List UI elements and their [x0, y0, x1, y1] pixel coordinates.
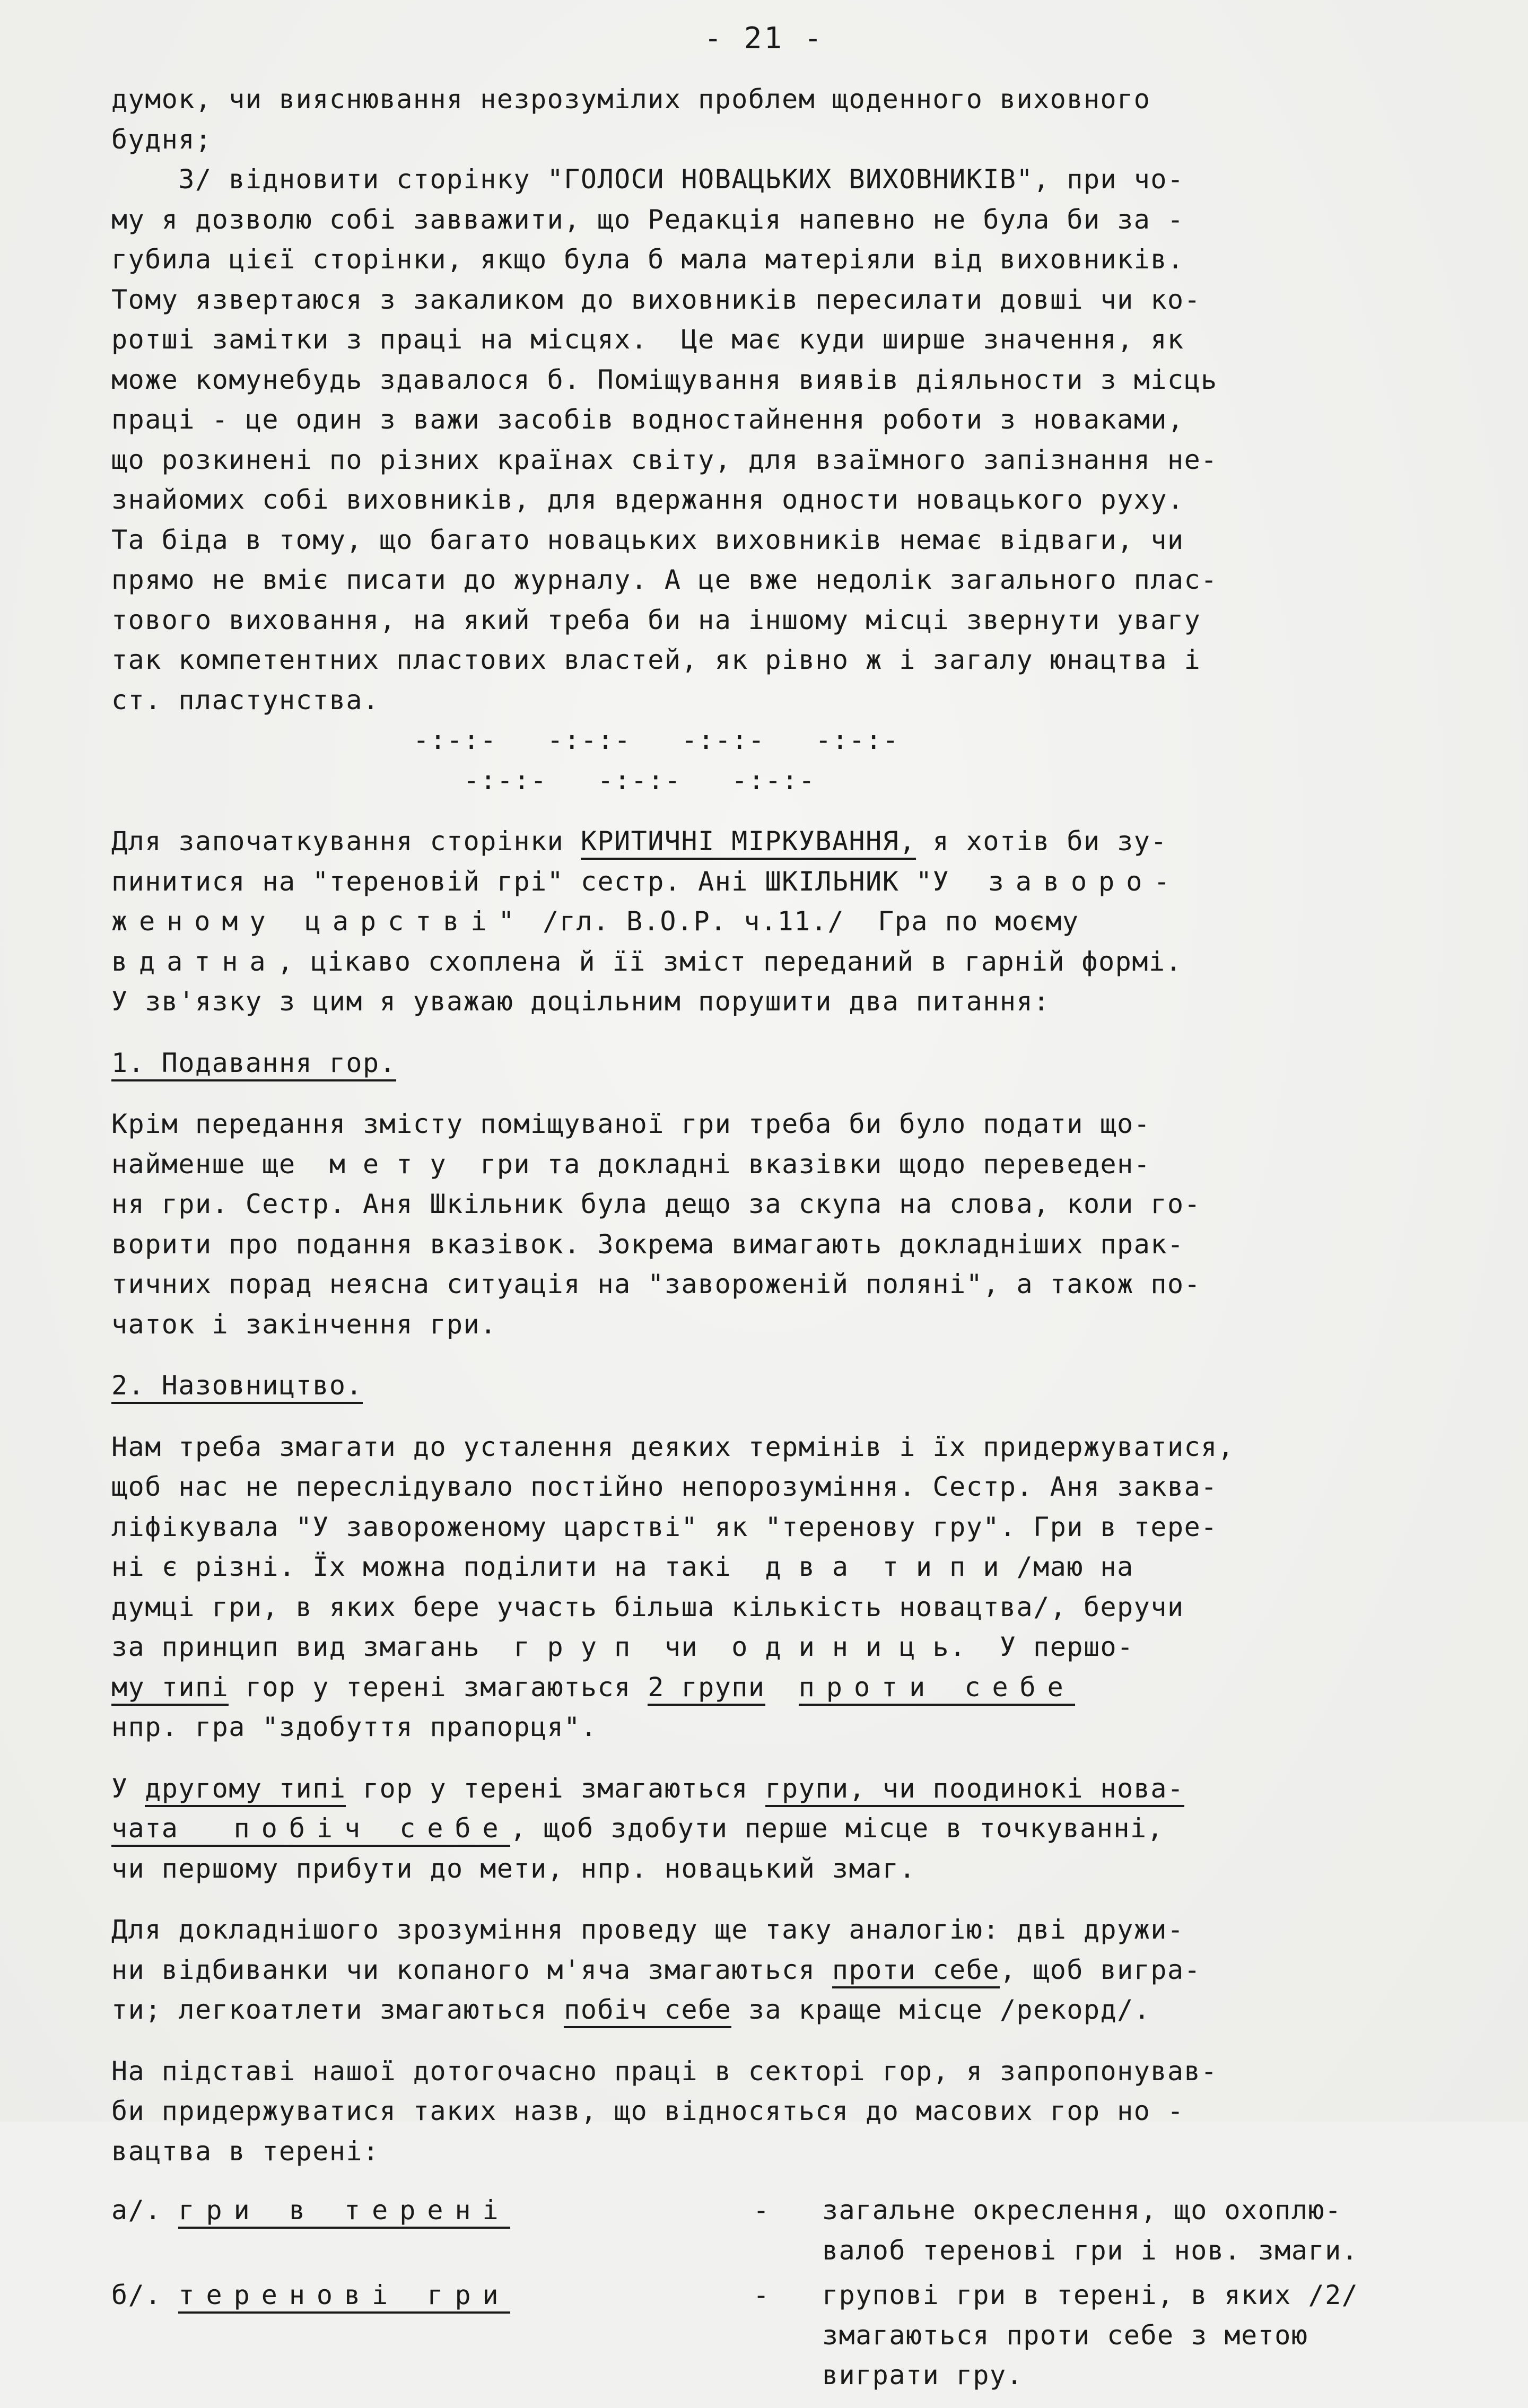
text-line: вдатна, цікаво схоплена й її зміст переданий в гарній формі.: [111, 946, 1183, 977]
text-line: чаток і закінчення гри.: [111, 1308, 497, 1340]
text-line: думок, чи вияснювання незрозумілих проблем щоденного виховного: [111, 84, 1151, 115]
text-line: ти; легкоатлети змагаються побіч себе за краще місце /рекорд/.: [111, 1990, 1469, 2030]
spaced-text: женому царстві": [111, 906, 526, 937]
text-line: ни відбиванки чи копаного м'яча змагаються проти себе, щоб вигра-: [111, 1950, 1469, 1991]
text-line: му я дозволю собі завважити, що Редакція напевно не була би за -: [111, 204, 1184, 235]
text-line: так компетентних пластових властей, як рівно ж і загалу юнацтва і: [111, 644, 1201, 675]
spaced-text: У заворо-: [932, 866, 1182, 897]
definition-term: теренові гри: [178, 2280, 510, 2314]
text-line: Для докладнішого зрозуміння проведу ще таку аналогію: дві дружи-: [111, 1914, 1184, 1945]
definition-item: б/. теренові гри - групові гри в терені, в яких /2/ змагаються проти себе з метою виграти гру.: [111, 2275, 1469, 2408]
page-body: [111, 80, 1469, 2408]
text-line: тового виховання, на який треба би на іншому місці звернути увагу: [111, 604, 1201, 635]
text-line: ня гри. Сестр. Аня Шкільник була дещо за скупа на слова, коли го-: [111, 1189, 1201, 1219]
section-heading: 2. Назовництво.: [111, 1366, 1469, 1406]
definition-text: групові гри в терені, в яких /2/ змагаються проти себе з метою виграти гру.: [822, 2280, 1359, 2390]
text-line: Та біда в тому, що багато новацьких виховників немає відваги, чи: [111, 524, 1184, 555]
text-line: за принцип вид змагань г р у п чи о д и н и ц ь. У першо-: [111, 1631, 1134, 1662]
underlined-heading: КРИТИЧНІ МІРКУВАННЯ,: [581, 826, 916, 860]
text-line: У другому типі гор у терені змагаються групи, чи поодинокі нова-: [111, 1769, 1469, 1809]
text-line: 3/ відновити сторінку "ГОЛОСИ НОВАЦЬКИХ ВИХОВНИКІВ", при чо-: [111, 164, 1184, 195]
text-line: знайомих собі виховників, для вдержання одности новацького руху.: [111, 484, 1184, 515]
text-line: може комунебудь здавалося б. Поміщування виявів діяльности з місць: [111, 364, 1218, 395]
definition-item: а/. гри в терені - загальне окреслення, що охоплю- валоб теренові гри і нов. змаги.: [111, 2191, 1469, 2275]
text-line: чи першому прибути до мети, нпр. новацький змаг.: [111, 1853, 916, 1884]
text-line: найменше ще м е т у гри та докладні вказівки щодо переведен-: [111, 1148, 1151, 1180]
text-line: що розкинені по різних країнах світу, для взаїмного запізнання не-: [111, 444, 1218, 475]
text-line: праці - це один з важи засобів водностайнення роботи з новаками,: [111, 404, 1184, 435]
separator-line: -:-:- -:-:- -:-:- -:-:-: [111, 725, 900, 755]
section-heading: 1. Подавання гор.: [111, 1043, 1469, 1084]
text-line: будня;: [111, 124, 212, 155]
text-line: Нам треба змaгати до усталення деяких термінів і їх придержуватися,: [111, 1431, 1235, 1462]
spaced-text: вдатна: [111, 946, 277, 977]
text-line: У зв'язку з цим я уважаю доцільним порушити два питання:: [111, 986, 1050, 1017]
page-number: - 21 -: [704, 21, 824, 56]
definition-term: гри в терені: [178, 2195, 510, 2229]
text-line: чата побіч себе, щоб здобути перше місце в точкуванні,: [111, 1809, 1469, 1849]
text-line: прямо не вміє писати до журналу. А це вже недолік загального плас-: [111, 564, 1218, 595]
text-line: Крім передання змісту поміщуваної гри треба би було подати що-: [111, 1109, 1151, 1139]
text-line: думці гри, в яких бере участь більша кількість новацтва/, беручи: [111, 1591, 1184, 1622]
text-line: нпр. гра "здобуття прапорця".: [111, 1712, 598, 1742]
text-line: щоб нас не переслідувало постійно непорозуміння. Сестр. Аня заква-: [111, 1471, 1218, 1502]
text-line: Для започаткування сторінки КРИТИЧНІ МІРКУВАННЯ, я хотів би зу-: [111, 822, 1469, 862]
spaced-text: побіч себе: [178, 1813, 510, 1847]
text-line: женому царстві" /гл. В.О.Р. ч.11./ Гра по моєму: [111, 906, 1079, 937]
text-line: ворити про подання вказівок. Зокрема вимагають докладніших прак-: [111, 1228, 1184, 1260]
text-line: тичних порад неясна ситуація на "завороженій поляні", а також по-: [111, 1269, 1201, 1299]
text-line: губила цієї сторінки, якщо була б мала матеріяли від виховників.: [111, 244, 1184, 275]
definition-text: загальне окреслення, що охоплю- валоб теренові гри і нов. змаги.: [822, 2195, 1359, 2266]
definitions-list: [111, 2191, 1469, 2408]
text-line: ст. пластунства.: [111, 684, 380, 716]
text-line: пинитися на "терeновій грі" сестр. Ані ШКІЛЬНИК "У заворо-: [111, 866, 1182, 897]
spaced-text: проти себе: [799, 1672, 1075, 1706]
text-line: вацтва в терені:: [111, 2135, 380, 2167]
text-line: Тому язвертаюся з закаликом до виховників пересилати довші чи ко-: [111, 284, 1201, 315]
text-line: ротші замітки з праці на місцях. Це має куди ширше значення, як: [111, 324, 1184, 355]
text-line: му типі гор у терені змагаються 2 групи проти себе: [111, 1668, 1469, 1708]
separator-line: -:-:- -:-:- -:-:-: [111, 764, 816, 796]
text-line: би придержуватися таких назв, що відносяться до масових гор но -: [111, 2096, 1184, 2126]
text-line: ліфікувала "У завороженому царстві" як "теренову гру". Гри в тере-: [111, 1511, 1218, 1542]
text-line: На підставі нашої дотогочасно праці в секторі гор, я запропонував-: [111, 2055, 1218, 2087]
text-line: ні є різні. Їх можна поділити на такі д в а т и п и /маю на: [111, 1551, 1134, 1582]
